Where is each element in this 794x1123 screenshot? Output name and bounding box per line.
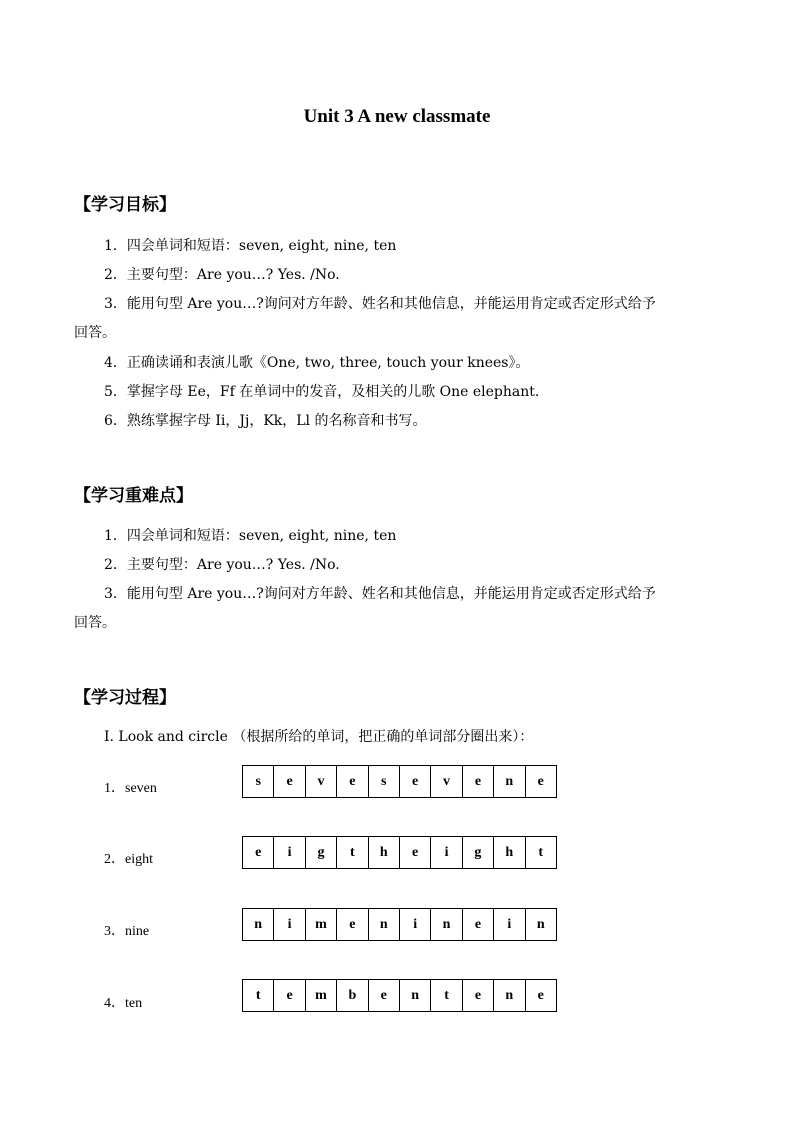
letter-cell[interactable]: e <box>369 980 400 1011</box>
letter-cell[interactable]: n <box>431 909 462 940</box>
letter-cell[interactable]: s <box>243 766 274 797</box>
letter-cell[interactable]: v <box>431 766 462 797</box>
process-heading: 【学习过程】 <box>74 688 176 708</box>
letter-cell[interactable]: g <box>463 837 494 868</box>
letter-cell[interactable]: e <box>274 766 305 797</box>
letter-cell[interactable]: i <box>400 909 431 940</box>
goal-item: 3．能用句型 Are you…?询问对方年龄、姓名和其他信息，并能运用肯定或否定形式给予 <box>104 296 656 312</box>
goal-item: 6．熟练掌握字母 Ii，Jj，Kk，Ll 的名称音和书写。 <box>104 413 427 429</box>
letter-cell[interactable]: s <box>369 766 400 797</box>
letter-cell[interactable]: i <box>274 909 305 940</box>
letter-row-nine <box>242 908 557 941</box>
letter-cell[interactable]: g <box>306 837 337 868</box>
word-label-ten: 4．ten <box>104 996 143 1011</box>
letter-cell[interactable]: e <box>537 987 544 1003</box>
exercise-instruction: I. Look and circle （根据所给的单词，把正确的单词部分圈出来）： <box>104 729 534 745</box>
word-label-nine: 3．nine <box>104 924 150 939</box>
letter-cell[interactable]: h <box>494 837 525 868</box>
goals-heading: 【学习目标】 <box>74 195 176 215</box>
letter-cell[interactable]: e <box>400 766 431 797</box>
letter-cell[interactable]: e <box>463 909 494 940</box>
letter-cell[interactable]: t <box>538 844 544 860</box>
goal-item: 4．正确读诵和表演儿歌《One, two, three, touch your knees》。 <box>104 355 530 371</box>
letter-cell[interactable]: i <box>494 909 525 940</box>
letter-cell[interactable]: h <box>369 837 400 868</box>
letter-cell[interactable]: t <box>431 980 462 1011</box>
letter-cell[interactable]: e <box>337 909 368 940</box>
letter-cell[interactable]: e <box>337 766 368 797</box>
key-point-item: 3．能用句型 Are you…?询问对方年龄、姓名和其他信息，并能运用肯定或否定形式给予 <box>104 586 656 602</box>
letter-cell[interactable]: e <box>400 837 431 868</box>
letter-cell[interactable]: t <box>243 980 274 1011</box>
letter-cell[interactable]: e <box>274 980 305 1011</box>
goal-item-continuation: 回答。 <box>74 325 116 341</box>
letter-cell[interactable]: n <box>243 909 274 940</box>
letter-cell[interactable]: v <box>306 766 337 797</box>
letter-cell[interactable]: m <box>306 909 337 940</box>
letter-cell[interactable]: n <box>494 766 525 797</box>
key-points-heading: 【学习重难点】 <box>74 486 193 506</box>
letter-cell[interactable]: e <box>537 773 544 789</box>
letter-row-eight <box>242 836 557 869</box>
page-title: Unit 3 A new classmate <box>303 106 491 127</box>
goal-item: 2．主要句型：Are you…? Yes. /No. <box>104 267 340 283</box>
letter-cell[interactable]: n <box>400 980 431 1011</box>
word-label-seven: 1．seven <box>104 781 157 796</box>
letter-cell[interactable]: i <box>274 837 305 868</box>
key-point-continuation: 回答。 <box>74 615 116 631</box>
letter-cell[interactable]: e <box>243 837 274 868</box>
letter-cell[interactable]: n <box>494 980 525 1011</box>
letter-cell[interactable]: t <box>337 837 368 868</box>
key-point-item: 1．四会单词和短语：seven, eight, nine, ten <box>104 528 397 544</box>
letter-cell[interactable]: e <box>463 980 494 1011</box>
key-point-item: 2．主要句型：Are you…? Yes. /No. <box>104 557 340 573</box>
letter-cell[interactable]: e <box>463 766 494 797</box>
letter-cell[interactable]: m <box>306 980 337 1011</box>
goal-item: 1．四会单词和短语：seven, eight, nine, ten <box>104 238 397 254</box>
letter-cell[interactable]: n <box>536 916 545 932</box>
letter-row-seven <box>242 765 557 798</box>
goal-item: 5．掌握字母 Ee，Ff 在单词中的发音，及相关的儿歌 One elephant. <box>104 384 540 400</box>
letter-row-ten <box>242 979 557 1012</box>
letter-cell[interactable]: n <box>369 909 400 940</box>
letter-cell[interactable]: b <box>337 980 368 1011</box>
letter-cell[interactable]: i <box>431 837 462 868</box>
word-label-eight: 2．eight <box>104 852 153 867</box>
